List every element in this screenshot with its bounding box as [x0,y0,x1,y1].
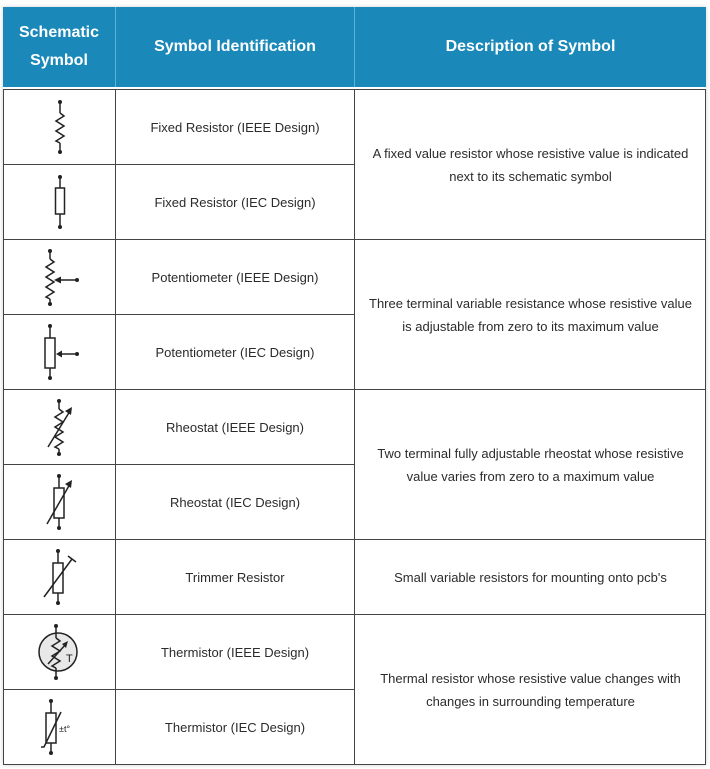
symbol-label: ±t° [58,724,70,734]
potentiometer-ieee-icon [35,247,85,307]
fixed-resistor-ieee-icon [45,97,75,157]
symbol-name: Potentiometer (IEEE Design) [151,269,319,285]
table-body [3,89,706,765]
symbol-cell [4,690,115,764]
description-cell: Three terminal variable resistance whose resistive value is adjustable from zero to its maximum value [369,295,692,334]
description-cell: A fixed value resistor whose resistive value is indicated next to its schematic symbol [372,145,689,184]
symbol-cell [4,465,115,539]
symbol-name: Rheostat (IEEE Design) [165,419,304,435]
description-cell: Small variable resistors for mounting onto pcb's [394,569,667,585]
symbol-cell [4,90,115,164]
symbol-name: Thermistor (IEEE Design) [160,644,310,660]
symbol-label: T [65,653,73,665]
symbol-name: Trimmer Resistor [185,569,285,585]
symbol-name: Rheostat (IEC Design) [169,494,301,510]
trimmer-resistor-icon [38,547,82,607]
symbol-cell [4,240,115,314]
header-schematic-symbol: Schematic Symbol [18,24,100,69]
table-header [3,7,706,87]
symbol-cell [4,315,115,389]
thermistor-ieee-icon [35,622,85,682]
resistor-symbols-table [3,7,706,765]
symbol-name: Fixed Resistor (IEC Design) [154,194,316,210]
potentiometer-iec-icon [35,322,85,382]
symbol-cell [4,390,115,464]
symbol-cell [4,165,115,239]
description-cell: Two terminal fully adjustable rheostat whose resistive value varies from zero to a maximum value [377,445,684,484]
symbol-cell [4,615,115,689]
symbol-name: Fixed Resistor (IEEE Design) [150,119,320,135]
thermistor-iec-icon [35,697,85,757]
rheostat-iec-icon [40,472,80,532]
symbol-name: Potentiometer (IEC Design) [155,344,315,360]
symbol-name: Thermistor (IEC Design) [164,719,306,735]
fixed-resistor-iec-icon [45,172,75,232]
symbol-cell [4,540,115,614]
header-symbol-identification: Symbol Identification [154,38,316,55]
header-description: Description of Symbol [445,38,616,55]
rheostat-ieee-icon [40,397,80,457]
description-cell: Thermal resistor whose resistive value changes with changes in surrounding temperature [380,670,681,709]
